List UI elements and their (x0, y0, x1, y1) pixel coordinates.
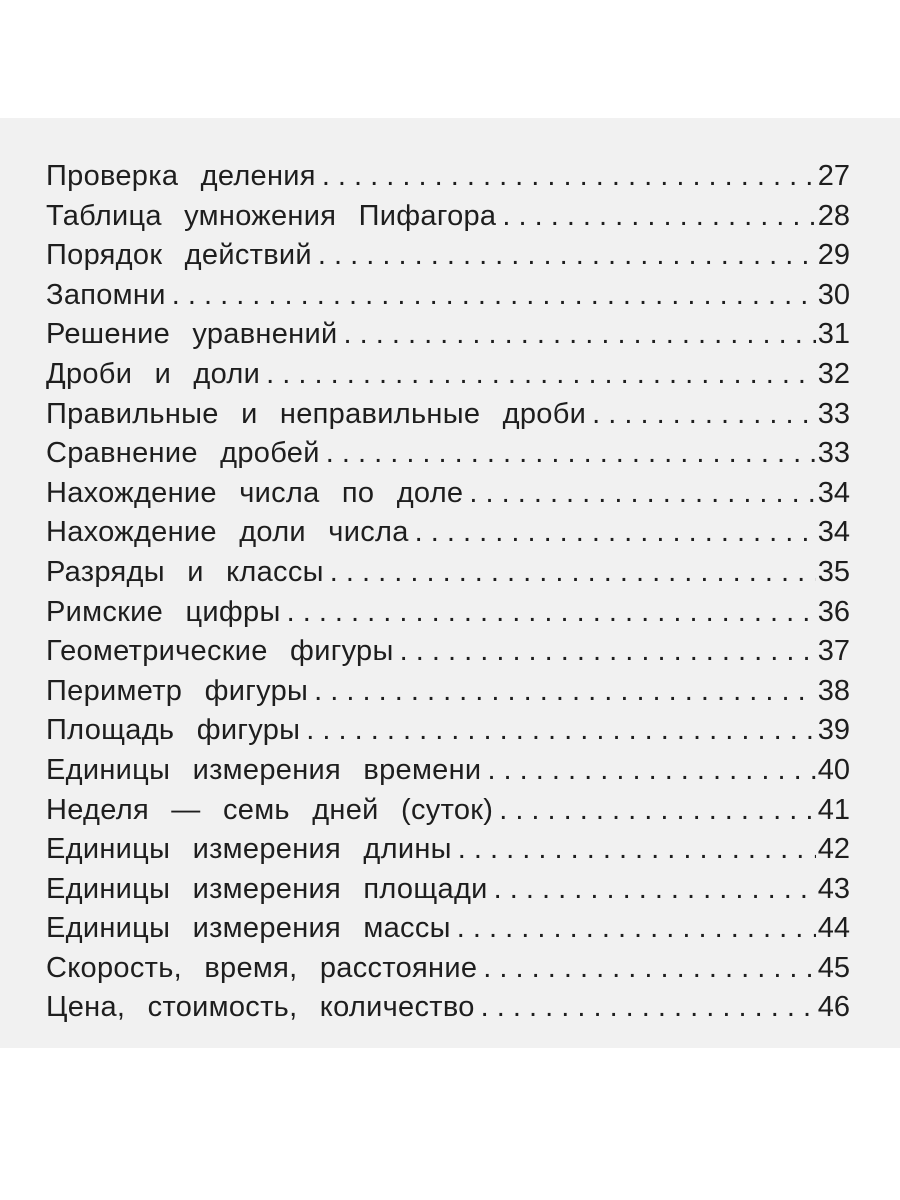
toc-entry-title: Периметр фигуры (46, 674, 309, 707)
toc-entry-title: Нахождение доли числа (46, 516, 409, 549)
toc-entry-title: Цена, стоимость, количество (46, 991, 475, 1024)
toc-entry-title: Таблица умножения Пифагора (46, 199, 497, 232)
toc-entry-page-number: 43 (817, 872, 850, 905)
toc-entry-page-number: 40 (817, 753, 850, 786)
toc-entry (46, 991, 850, 1031)
toc-entry-title: Скорость, время, расстояние (46, 951, 478, 984)
toc-entry-title: Единицы измерения длины (46, 833, 452, 866)
toc-dot-leader (481, 991, 816, 1024)
toc-entry-title: Геометрические фигуры (46, 635, 394, 668)
toc-entry-page-number: 27 (817, 160, 850, 192)
toc-dot-leader (322, 160, 816, 193)
toc-entry-title: Площадь фигуры (46, 714, 301, 747)
toc-entry (46, 833, 850, 873)
toc-entry (46, 358, 850, 398)
toc-entry-page-number: 37 (817, 635, 850, 668)
toc-entry-title: Сравнение дробей (46, 437, 320, 470)
toc-entry-page-number: 33 (817, 437, 850, 470)
toc-entry-page-number: 42 (817, 833, 850, 866)
toc-dot-leader (469, 477, 815, 510)
toc-dot-leader (458, 833, 816, 866)
toc-entry-page-number: 38 (817, 674, 850, 707)
toc-dot-leader (502, 200, 815, 233)
toc-entry-title: Единицы измерения площади (46, 872, 488, 905)
page-bottom-margin (0, 1048, 900, 1200)
toc-entry (46, 912, 850, 952)
toc-entry (46, 675, 850, 715)
toc-entry (46, 398, 850, 438)
toc-entry-title: Запомни (46, 278, 166, 311)
toc-dot-leader (499, 794, 816, 827)
toc-entry-title: Неделя — семь дней (суток) (46, 793, 494, 826)
toc-entry (46, 794, 850, 834)
toc-dot-leader (487, 754, 815, 787)
book-page (0, 118, 900, 1048)
toc-entry (46, 437, 850, 477)
toc-entry-page-number: 36 (817, 595, 850, 628)
toc-dot-leader (318, 239, 816, 272)
toc-entry-page-number: 28 (817, 199, 850, 232)
toc-dot-leader (172, 279, 816, 312)
toc-entry-page-number: 34 (817, 476, 850, 509)
toc-entry (46, 714, 850, 754)
toc-entry-page-number: 44 (817, 912, 850, 945)
toc-entry (46, 635, 850, 675)
toc-entry (46, 556, 850, 596)
toc-entry-page-number: 39 (817, 714, 850, 747)
toc-entry-title: Единицы измерения массы (46, 912, 451, 945)
toc-entry (46, 516, 850, 556)
toc-entry-title: Дроби и доли (46, 357, 261, 390)
toc-entry-title: Проверка деления (46, 160, 316, 192)
toc-entry-title: Римские цифры (46, 595, 281, 628)
toc-entry-page-number: 41 (817, 793, 850, 826)
toc-entry-title: Разряды и классы (46, 555, 324, 588)
toc-dot-leader (457, 912, 816, 945)
toc-entry-page-number: 33 (817, 397, 850, 430)
toc-entry (46, 239, 850, 279)
toc-dot-leader (483, 952, 815, 985)
toc-dot-leader (592, 398, 816, 431)
toc-entry-page-number: 34 (817, 516, 850, 549)
toc-dot-leader (266, 358, 816, 391)
toc-dot-leader (287, 596, 816, 629)
toc-entry-title: Решение уравнений (46, 318, 338, 351)
toc-entry-page-number: 29 (817, 239, 850, 272)
toc-entry (46, 318, 850, 358)
toc-entry-page-number: 31 (817, 318, 850, 351)
toc-entry-title: Нахождение числа по доле (46, 476, 464, 509)
toc-entry-title: Единицы измерения времени (46, 753, 482, 786)
toc-entry-title: Правильные и неправильные дроби (46, 397, 587, 430)
toc-entry-page-number: 35 (817, 555, 850, 588)
toc-dot-leader (494, 873, 816, 906)
toc-dot-leader (344, 318, 816, 351)
toc-entry (46, 596, 850, 636)
toc-dot-leader (314, 675, 816, 708)
toc-entry-page-number: 45 (817, 951, 850, 984)
toc-entry-page-number: 30 (817, 278, 850, 311)
toc-entry-page-number: 46 (817, 991, 850, 1024)
toc-entry-page-number: 32 (817, 357, 850, 390)
toc-dot-leader (400, 635, 816, 668)
toc-dot-leader (326, 437, 816, 470)
toc-entry (46, 477, 850, 517)
toc-entry (46, 952, 850, 992)
toc-entry (46, 160, 850, 200)
toc-entry-title: Порядок действий (46, 239, 312, 272)
toc-dot-leader (330, 556, 816, 589)
toc-entry (46, 279, 850, 319)
toc-entry (46, 754, 850, 794)
toc-dot-leader (306, 714, 815, 747)
toc-dot-leader (415, 516, 816, 549)
toc-entry (46, 200, 850, 240)
toc-entry (46, 873, 850, 913)
table-of-contents (46, 160, 850, 1031)
